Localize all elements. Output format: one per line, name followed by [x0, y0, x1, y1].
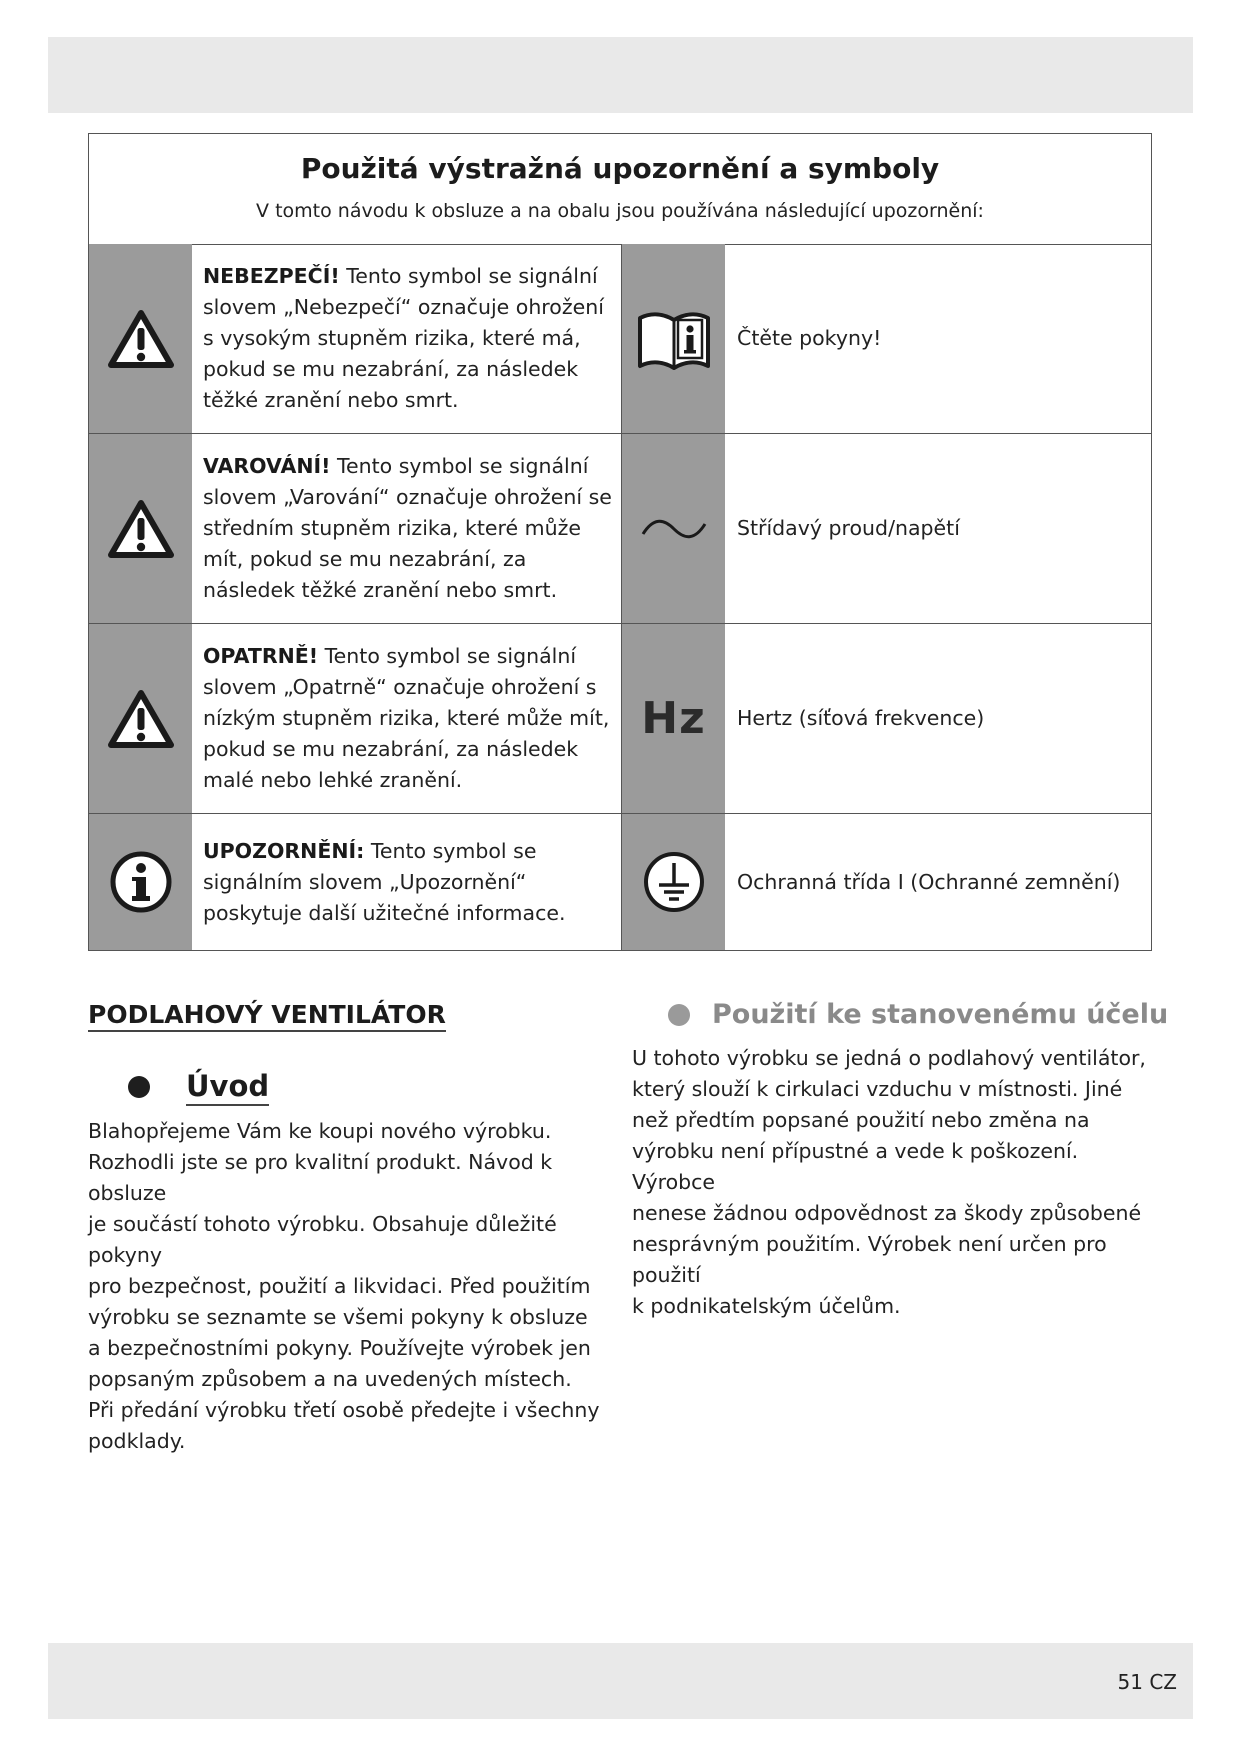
protective-earth-icon	[642, 850, 706, 914]
warning-text: Tento symbol se signální slovem „Opatrně“ označuje ohrožení s nízkým stupněm rizika, které může mít, pokud se mu nezabrání, za následek malé nebo lehké zranění.	[203, 644, 610, 792]
hertz-text: Hertz (síťová frekvence)	[737, 706, 985, 730]
symbol-description	[724, 434, 1151, 623]
signal-word-notice: UPOZORNĚNÍ:	[203, 838, 365, 863]
warning-description	[192, 814, 621, 950]
table-subtitle: V tomto návodu k obsluze a na obalu jsou používána následující upozornění:	[256, 200, 984, 222]
icon-cell	[89, 624, 192, 813]
section-heading-intended-use	[668, 999, 1168, 1030]
section-title: Úvod	[186, 1068, 269, 1106]
symbol-description	[724, 624, 1151, 813]
icon-cell	[89, 244, 192, 433]
product-heading: PODLAHOVÝ VENTILÁTOR	[88, 1000, 446, 1032]
table-header	[89, 134, 1151, 245]
page-number: 51 CZ	[1117, 1670, 1177, 1694]
symbol-description	[724, 244, 1151, 433]
warning-triangle-icon	[108, 689, 174, 749]
warning-text: Tento symbol se signální slovem „Varování“ označuje ohrožení se středním stupněm rizika, které může mít, pokud se mu nezabrání, za následek těžké zranění nebo smrt.	[203, 454, 612, 602]
signal-word-warning: VAROVÁNÍ!	[203, 454, 331, 478]
hertz-icon: Hz	[641, 693, 706, 744]
icon-cell	[89, 814, 192, 950]
read-instructions-text: Čtěte pokyny!	[737, 326, 882, 350]
warning-description	[192, 434, 621, 623]
icon-cell	[621, 244, 725, 433]
warning-triangle-icon	[108, 499, 174, 559]
warning-text: Tento symbol se signální slovem „Nebezpečí“ označuje ohrožení s vysokým stupněm rizika, které má, pokud se mu nezabrání, za následek těžké zranění nebo smrt.	[203, 264, 604, 412]
section-title: Použití ke stanovenému účelu	[712, 999, 1169, 1030]
table-title: Použitá výstražná upozornění a symboly	[300, 152, 940, 185]
protective-earth-text: Ochranná třída I (Ochranné zemnění)	[737, 869, 1121, 894]
icon-cell	[89, 434, 192, 623]
icon-cell	[621, 434, 725, 623]
footer-band	[48, 1643, 1193, 1719]
section-heading-intro	[128, 1068, 269, 1106]
bullet-icon	[668, 1004, 690, 1026]
signal-word-caution: OPATRNĚ!	[203, 644, 319, 668]
signal-word-danger: NEBEZPEČÍ!	[203, 264, 340, 288]
warning-triangle-icon	[108, 309, 174, 369]
table-row	[89, 434, 1151, 624]
warning-description	[192, 244, 621, 433]
warning-text: Tento symbol se signálním slovem „Upozornění“ poskytuje další užitečné informace.	[203, 838, 566, 925]
table-row	[89, 624, 1151, 814]
bullet-icon	[128, 1076, 150, 1098]
info-icon	[109, 850, 173, 914]
table-row	[89, 814, 1151, 950]
alternating-current-icon	[639, 514, 709, 544]
intended-use-paragraph: U tohoto výrobku se jedná o podlahový ventilátor, který slouží k cirkulaci vzduchu v místnosti. Jiné než předtím popsané použití nebo změna na výrobku není přípustné a vede k poškození. Výrobce nenese žádnou odpovědnost za škody způsobené nesprávným použitím. Výrobek není určen pro použití k podnikatelským účelům.	[632, 1046, 1146, 1318]
icon-cell	[621, 814, 725, 950]
header-band	[48, 37, 1193, 113]
icon-cell	[621, 624, 725, 813]
symbol-description	[724, 814, 1151, 950]
warning-symbols-table	[88, 133, 1152, 951]
table-row	[89, 244, 1151, 434]
alternating-current-text: Střídavý proud/napětí	[737, 516, 960, 540]
intro-paragraph: Blahopřejeme Vám ke koupi nového výrobku. Rozhodli jste se pro kvalitní produkt. Návod k obsluze je součástí tohoto výrobku. Obsahuje důležité pokyny pro bezpečnost, použití a likvidaci. Před použitím výrobku se seznamte se všemi pokyny k obsluze a bezpečnostními pokyny. Používejte výrobek jen popsaným způsobem a na uvedených místech. Při předání výrobku třetí osobě předejte i všechny podklady.	[88, 1119, 600, 1453]
read-instructions-icon	[634, 306, 714, 372]
warning-description	[192, 624, 621, 813]
